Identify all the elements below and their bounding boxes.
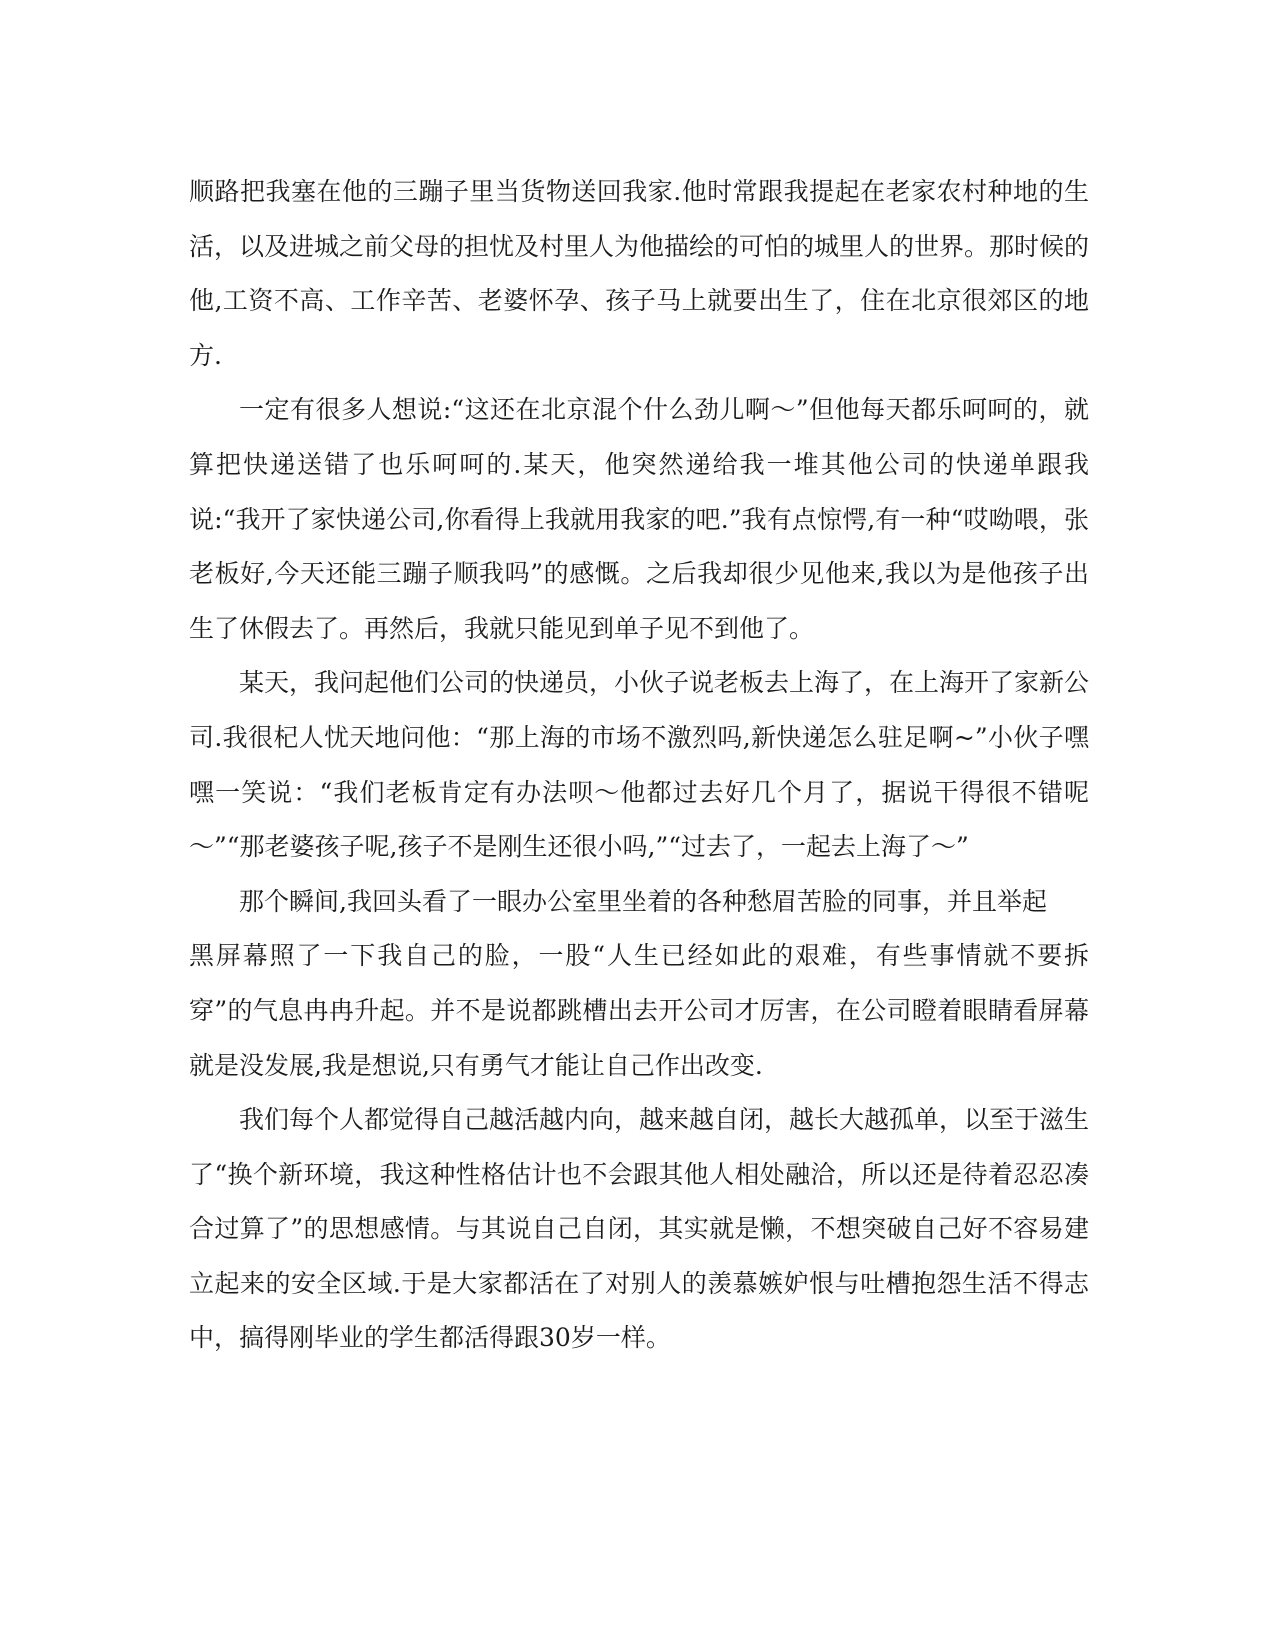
paragraph-4-continued: 黑屏幕照了一下我自己的脸，一股“人生已经如此的艰难，有些事情就不要拆穿”的气息冉冉升起。并不是说都跳槽出去开公司才厉害，在公司瞪着眼睛看屏幕就是没发展,我是想说,只有勇气才能让自己作出改变.: [189, 941, 1089, 1080]
paragraph-3: 某天，我问起他们公司的快递员，小伙子说老板去上海了，在上海开了家新公司.我很杞人忧天地问他：“那上海的市场不激烈吗,新快递怎么驻足啊~”小伙子嘿嘿一笑说：“我们老板肯定有办法呗～他都过去好几个月了，据说干得很不错呢～”“那老婆孩子呢,孩子不是刚生还很小吗,”“过去了，一起去上海了～”: [189, 668, 1090, 862]
paragraph-5: 我们每个人都觉得自己越活越内向，越来越自闭，越长大越孤单，以至于滋生了“换个新环境，我这种性格估计也不会跟其他人相处融洽，所以还是待着忍忍凑合过算了”的思想感情。与其说自己自闭，其实就是懒，不想突破自己好不容易建立起来的安全区域.于是大家都活在了对别人的羡慕嫉妒恨与吐槽抱怨生活不得志中，搞得刚毕业的学生都活得跟30岁一样。: [189, 1105, 1090, 1353]
body-text: [189, 165, 1089, 1366]
paragraph-2: 一定有很多人想说:“这还在北京混个什么劲儿啊～”但他每天都乐呵呵的，就算把快递送错了也乐呵呵的.某天，他突然递给我一堆其他公司的快递单跟我说:“我开了家快递公司,你看得上我就用我家的吧.”我有点惊愕,有一种“哎呦喂，张老板好,今天还能三蹦子顺我吗”的感慨。之后我却很少见他来,我以为是他孩子出生了休假去了。再然后，我就只能见到单子见不到他了。: [189, 395, 1089, 643]
paragraph-1: 顺路把我塞在他的三蹦子里当货物送回我家.他时常跟我提起在老家农村种地的生活，以及进城之前父母的担忧及村里人为他描绘的可怕的城里人的世界。那时候的他,工资不高、工作辛苦、老婆怀孕、孩子马上就要出生了，住在北京很郊区的地方.: [189, 177, 1090, 370]
paragraph-4-line-1: 那个瞬间,我回头看了一眼办公室里坐着的各种愁眉苦脸的同事，并且举起: [239, 886, 1047, 916]
